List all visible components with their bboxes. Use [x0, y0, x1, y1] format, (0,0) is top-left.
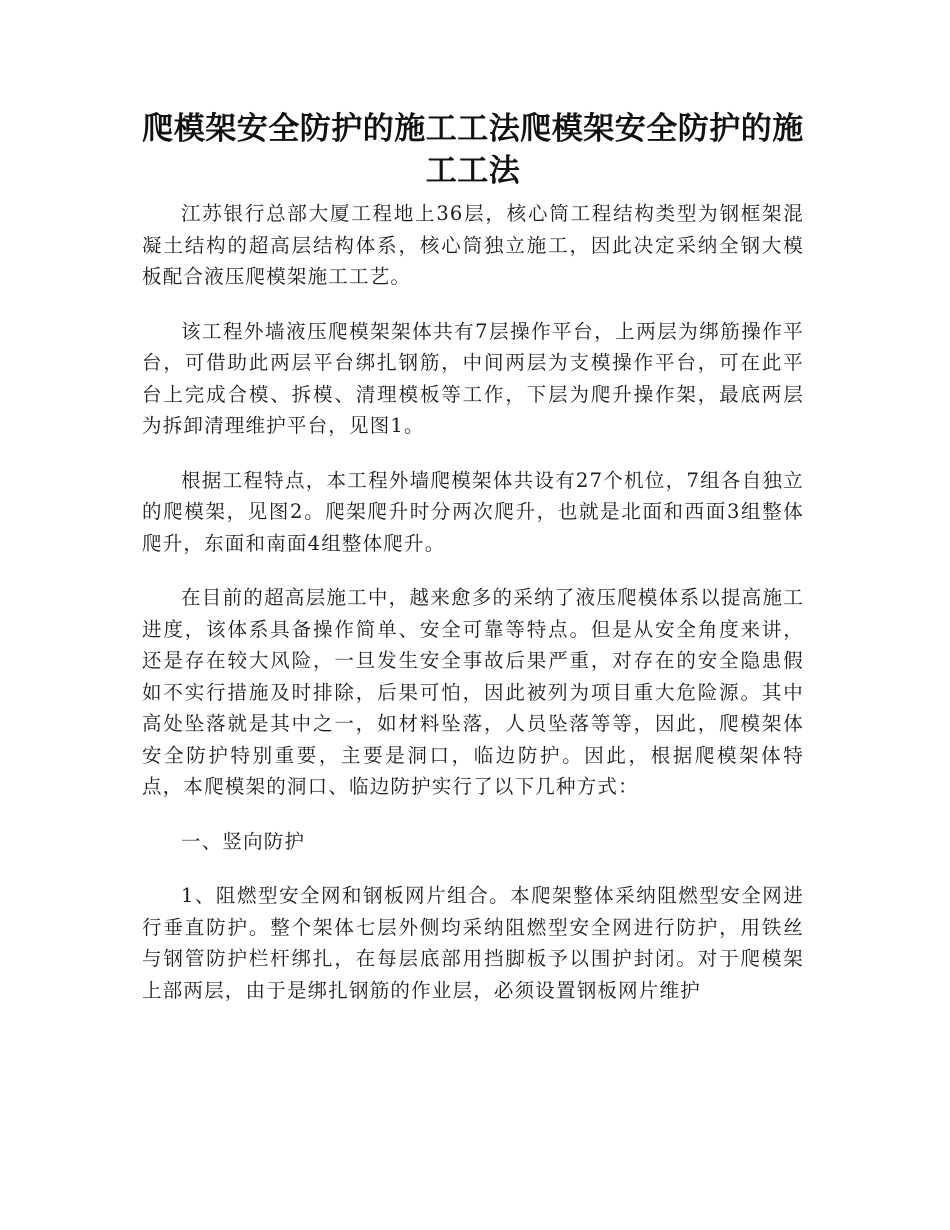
paragraph-safety-risk: 在目前的超高层施工中，越来愈多的采纳了液压爬模体系以提高施工进度，该体系具备操作简单、安全可靠等特点。但是从安全角度来讲，还是存在较大风险，一旦发生安全事故后果严重，对存在的安全隐患假如不实行措施及时排除，后果可怕，因此被列为项目重大危险源。其中高处坠落就是其中之一，如材料坠落，人员坠落等等，因此，爬模架体安全防护特别重要，主要是洞口，临边防护。因此，根据爬模架体特点，本爬模架的洞口、临边防护实行了以下几种方式：	[142, 586, 804, 798]
paragraph-vertical-protection: 1、阻燃型安全网和钢板网片组合。本爬架整体采纳阻燃型安全网进行垂直防护。整个架体七层外侧均采纳阻燃型安全网进行防护，用铁丝与钢管防护栏杆绑扎，在每层底部用挡脚板予以围护封闭。对于爬模架上部两层，由于是绑扎钢筋的作业层，必须设置钢板网片维护	[142, 884, 804, 1002]
section-heading: 一、竖向防护	[181, 829, 306, 853]
document-page	[142, 108, 804, 1029]
paragraph-machine-positions: 根据工程特点，本工程外墙爬模架体共设有27个机位，7组各自独立的爬模架，见图2。爬架爬升时分两次爬升，也就是北面和西面3组整体爬升，东面和南面4组整体爬升。	[142, 468, 804, 555]
paragraph-platform-layers: 该工程外墙液压爬模架架体共有7层操作平台，上两层为绑筋操作平台，可借助此两层平台绑扎钢筋，中间两层为支模操作平台，可在此平台上完成合模、拆模、清理模板等工作，下层为爬升操作架，最底两层为拆卸清理维护平台，见图1。	[142, 319, 804, 437]
document-title: 爬模架安全防护的施工工法爬模架安全防护的施工工法	[142, 111, 804, 189]
paragraph-project-overview: 江苏银行总部大厦工程地上36层，核心筒工程结构类型为钢框架混凝土结构的超高层结构体系，核心筒独立施工，因此决定采纳全钢大模板配合液压爬模架施工工艺。	[142, 202, 804, 288]
